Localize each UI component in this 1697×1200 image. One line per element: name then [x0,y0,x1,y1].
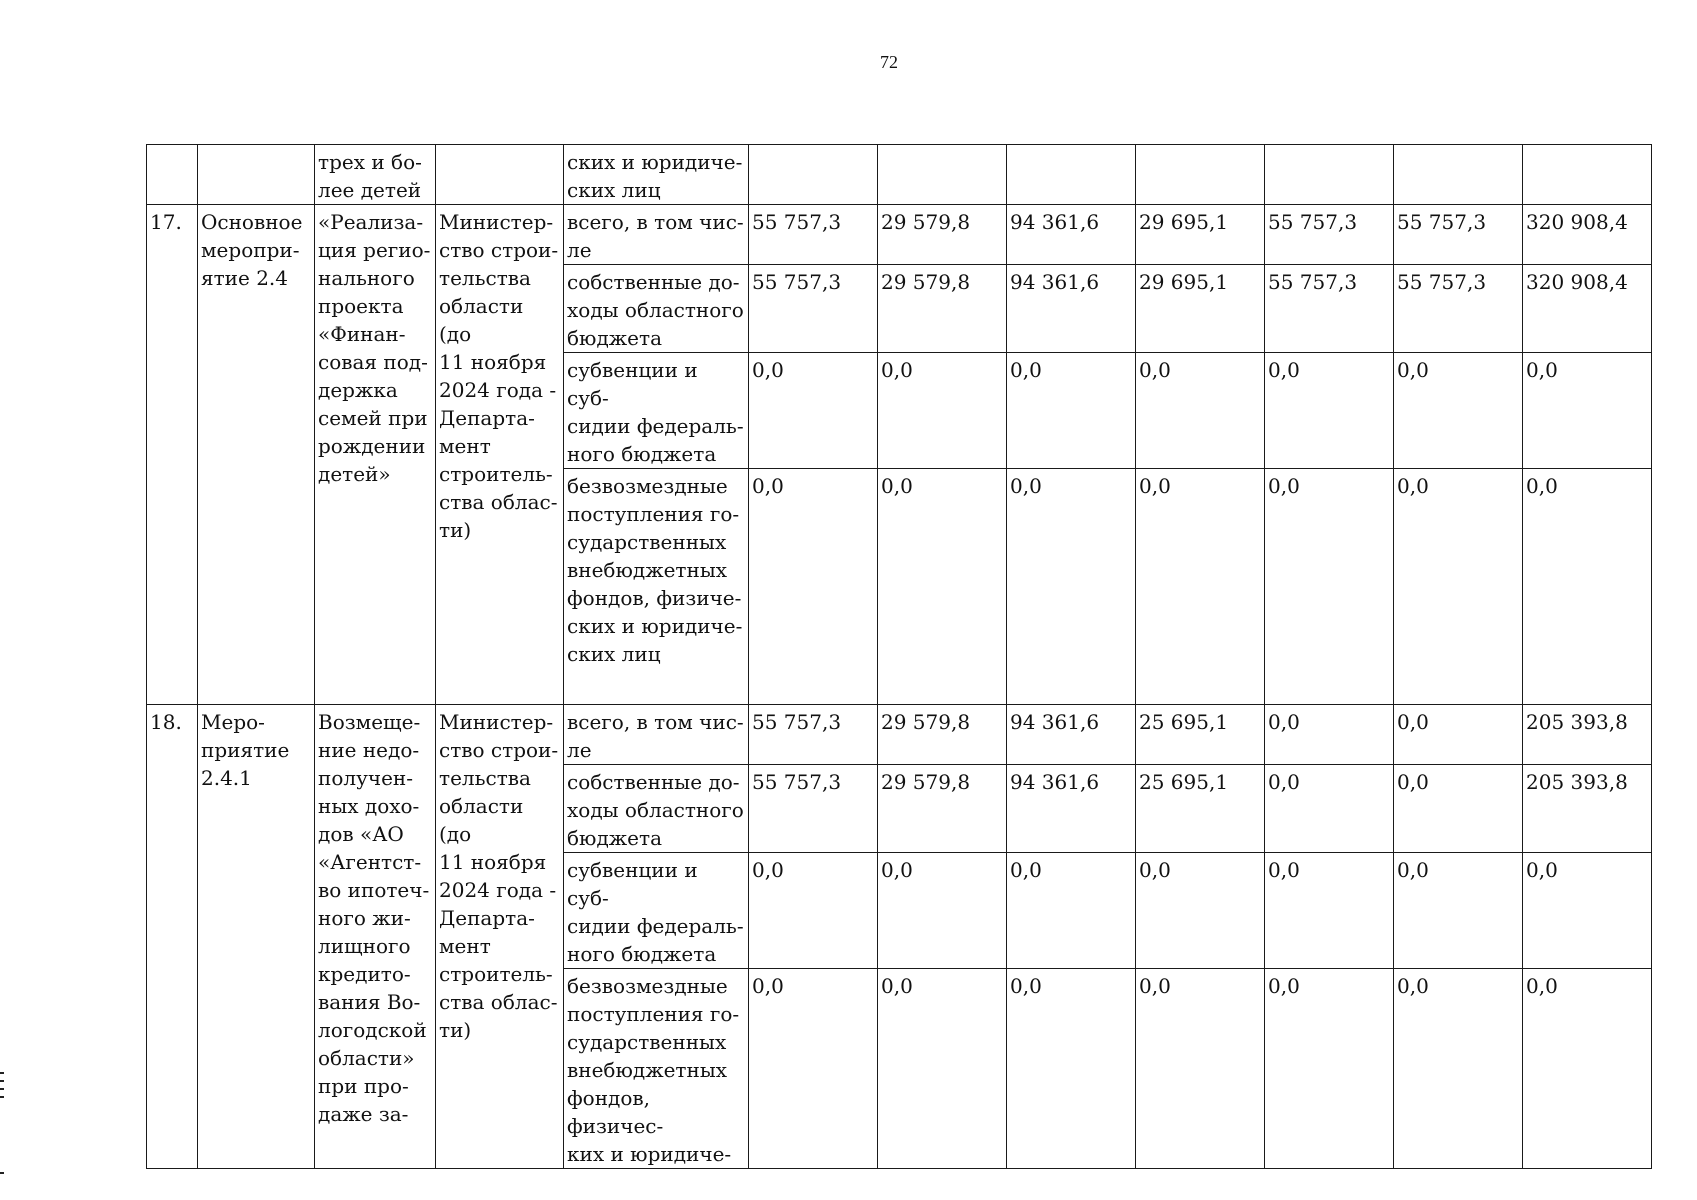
value-cell: 55 757,3 [1265,205,1394,265]
event-name-cell: «Реализа- ция регио- нального проекта «Финан- совая под- держка семей при рождении детей» [315,205,436,705]
funding-source-cell: субвенции и суб- сидии федераль- ного бюджета [564,353,749,469]
value-cell: 320 908,4 [1523,265,1652,353]
value-cell: 0,0 [1007,853,1136,969]
value-cell: 0,0 [1523,469,1652,705]
value-cell [1265,145,1394,205]
number-cell [147,145,198,205]
value-cell: 0,0 [749,469,878,705]
value-cell: 0,0 [1136,353,1265,469]
value-cell [1394,145,1523,205]
type-cell [198,145,315,205]
value-cell: 0,0 [1394,469,1523,705]
value-cell: 0,0 [878,853,1007,969]
funding-source-cell: безвозмездные поступления го- сударственных внебюджетных фондов, физиче- ских и юридиче- ских лиц [564,469,749,705]
type-cell: Основное меропри- ятие 2.4 [198,205,315,705]
event-name-cell: трех и бо- лее детей [315,145,436,205]
executor-cell: Министер- ство строи- тельства области (до 11 ноября 2024 года - Департа- мент строитель- ства облас- ти) [436,705,564,1169]
value-cell: 0,0 [1265,469,1394,705]
funding-source-cell: всего, в том чис- ле [564,205,749,265]
scan-edge-mark [0,1172,4,1174]
value-cell: 0,0 [878,353,1007,469]
value-cell: 0,0 [1136,969,1265,1169]
value-cell [1007,145,1136,205]
value-cell: 0,0 [878,469,1007,705]
budget-table [146,144,1652,1169]
value-cell: 0,0 [1007,969,1136,1169]
value-cell: 0,0 [1265,853,1394,969]
value-cell [1136,145,1265,205]
value-cell: 0,0 [1394,765,1523,853]
value-cell: 0,0 [1007,353,1136,469]
executor-cell: Министер- ство строи- тельства области (до 11 ноября 2024 года - Департа- мент строитель- ства облас- ти) [436,205,564,705]
value-cell: 94 361,6 [1007,265,1136,353]
value-cell: 55 757,3 [1394,265,1523,353]
value-cell [749,145,878,205]
value-cell: 0,0 [1523,353,1652,469]
number-cell: 18. [147,705,198,1169]
value-cell: 29 579,8 [878,765,1007,853]
value-cell: 0,0 [749,353,878,469]
funding-source-cell: субвенции и суб- сидии федераль- ного бюджета [564,853,749,969]
value-cell: 0,0 [1265,969,1394,1169]
executor-cell [436,145,564,205]
value-cell: 55 757,3 [749,265,878,353]
value-cell: 25 695,1 [1136,705,1265,765]
scan-edge-mark [0,1088,4,1090]
table-row [147,705,1652,765]
value-cell: 29 695,1 [1136,205,1265,265]
funding-source-cell: собственные до- ходы областного бюджета [564,765,749,853]
value-cell: 0,0 [1523,853,1652,969]
value-cell: 0,0 [1394,353,1523,469]
value-cell [1523,145,1652,205]
value-cell: 205 393,8 [1523,705,1652,765]
value-cell: 29 579,8 [878,265,1007,353]
event-name-cell: Возмеще- ние недо- получен- ных дохо- дов «АО «Агентст- во ипотеч- ного жи- лищного кредито- вания Во- логодской области» при про- даже за- [315,705,436,1169]
value-cell: 0,0 [1394,705,1523,765]
table-row-continuation [147,145,1652,205]
value-cell: 55 757,3 [749,705,878,765]
value-cell: 29 695,1 [1136,265,1265,353]
value-cell: 320 908,4 [1523,205,1652,265]
value-cell: 0,0 [1136,469,1265,705]
value-cell: 94 361,6 [1007,205,1136,265]
value-cell: 0,0 [1265,765,1394,853]
value-cell: 0,0 [1136,853,1265,969]
value-cell: 0,0 [1007,469,1136,705]
value-cell: 0,0 [1523,969,1652,1169]
value-cell: 0,0 [1265,705,1394,765]
scan-edge-mark [0,1096,4,1098]
funding-source-cell: всего, в том чис- ле [564,705,749,765]
scan-edge-mark [0,1080,4,1082]
value-cell: 55 757,3 [749,205,878,265]
value-cell: 0,0 [1394,969,1523,1169]
value-cell: 94 361,6 [1007,765,1136,853]
funding-source-cell: собственные до- ходы областного бюджета [564,265,749,353]
value-cell: 55 757,3 [1265,265,1394,353]
funding-source-cell: безвозмездные поступления го- сударственных внебюджетных фондов, физичес- ких и юридиче- [564,969,749,1169]
value-cell: 55 757,3 [1394,205,1523,265]
value-cell: 25 695,1 [1136,765,1265,853]
value-cell: 0,0 [1265,353,1394,469]
value-cell: 29 579,8 [878,205,1007,265]
number-cell: 17. [147,205,198,705]
value-cell: 55 757,3 [749,765,878,853]
page-number: 72 [880,52,898,72]
value-cell: 94 361,6 [1007,705,1136,765]
funding-source-cell: ских и юридиче- ских лиц [564,145,749,205]
scan-edge-mark [0,1072,4,1074]
type-cell: Меро- приятие 2.4.1 [198,705,315,1169]
value-cell: 0,0 [878,969,1007,1169]
value-cell: 29 579,8 [878,705,1007,765]
value-cell: 205 393,8 [1523,765,1652,853]
table-row [147,205,1652,265]
value-cell: 0,0 [1394,853,1523,969]
value-cell: 0,0 [749,853,878,969]
value-cell: 0,0 [749,969,878,1169]
value-cell [878,145,1007,205]
